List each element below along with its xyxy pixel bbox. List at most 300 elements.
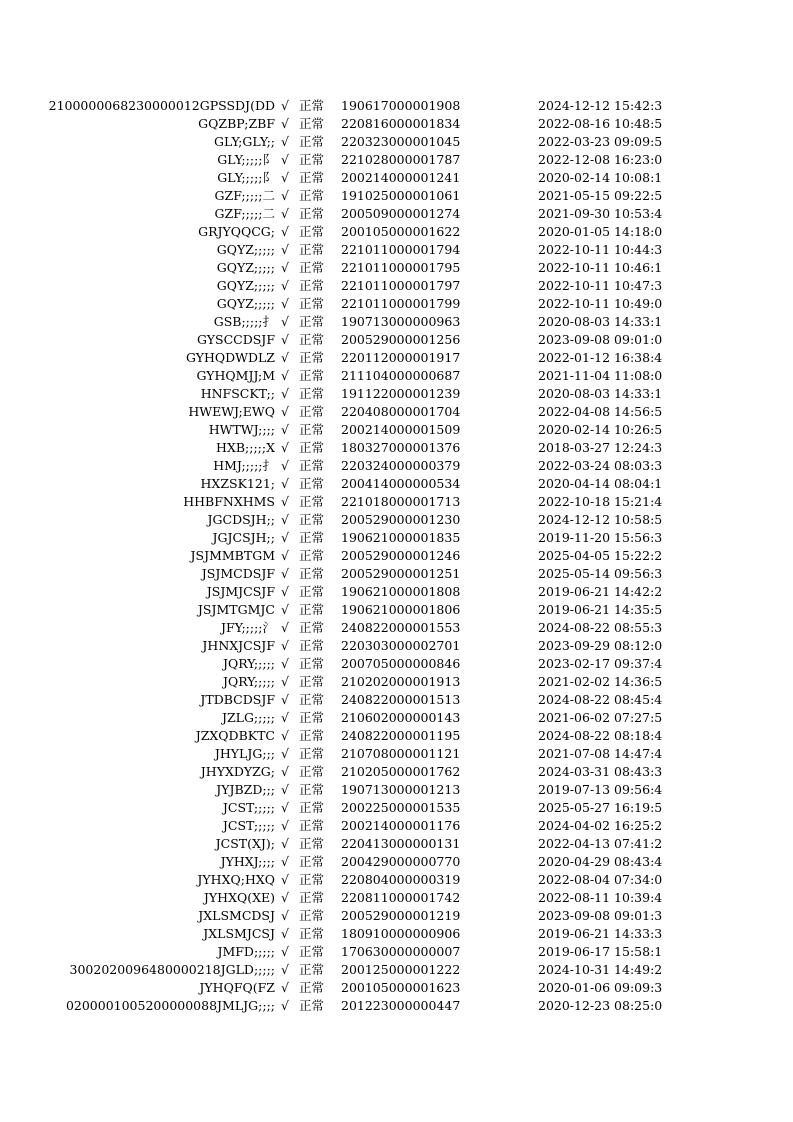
table-row	[0, 493, 793, 511]
timestamp-cell: 2024-03-31 08:43:3	[538, 764, 663, 779]
status-cell: 正常	[299, 764, 325, 779]
check-mark: √	[281, 566, 289, 581]
status-cell: 正常	[299, 980, 325, 995]
status-cell: 正常	[299, 854, 325, 869]
check-mark: √	[281, 314, 289, 329]
table-row	[0, 115, 793, 133]
status-cell: 正常	[299, 494, 325, 509]
timestamp-cell: 2022-10-11 10:44:3	[538, 242, 663, 257]
check-mark: √	[281, 116, 289, 131]
check-mark: √	[281, 296, 289, 311]
item-code-cell: HWTWJ;;;;	[208, 422, 275, 437]
table-row	[0, 367, 793, 385]
record-id-cell: 220811000001742	[341, 890, 461, 905]
timestamp-cell: 2020-08-03 14:33:1	[538, 314, 663, 329]
check-mark: √	[281, 656, 289, 671]
check-mark: √	[281, 512, 289, 527]
status-cell: 正常	[299, 512, 325, 527]
status-cell: 正常	[299, 926, 325, 941]
record-id-cell: 220324000000379	[341, 458, 461, 473]
record-id-cell: 200509000001274	[341, 206, 461, 221]
check-mark: √	[281, 908, 289, 923]
item-code-cell: JZLG;;;;;	[221, 710, 275, 725]
record-id-cell: 221011000001795	[341, 260, 461, 275]
check-mark: √	[281, 332, 289, 347]
status-cell: 正常	[299, 440, 325, 455]
status-cell: 正常	[299, 404, 325, 419]
status-cell: 正常	[299, 134, 325, 149]
table-row	[0, 223, 793, 241]
item-code-cell: JYHXQ;HXQ	[197, 872, 275, 887]
check-mark: √	[281, 368, 289, 383]
timestamp-cell: 2024-08-22 08:45:4	[538, 692, 663, 707]
status-cell: 正常	[299, 890, 325, 905]
table-row	[0, 727, 793, 745]
timestamp-cell: 2023-02-17 09:37:4	[538, 656, 663, 671]
status-cell: 正常	[299, 800, 325, 815]
table-row	[0, 241, 793, 259]
check-mark: √	[281, 998, 289, 1013]
timestamp-cell: 2020-01-05 14:18:0	[538, 224, 663, 239]
timestamp-cell: 2021-11-04 11:08:0	[538, 368, 663, 383]
check-mark: √	[281, 980, 289, 995]
item-code-cell: GSB;;;;;扌	[213, 314, 275, 329]
check-mark: √	[281, 152, 289, 167]
table-row	[0, 475, 793, 493]
check-mark: √	[281, 206, 289, 221]
item-code-cell: JHNXJCSJF	[202, 638, 275, 653]
timestamp-cell: 2024-10-31 14:49:2	[538, 962, 663, 977]
status-cell: 正常	[299, 548, 325, 563]
timestamp-cell: 2021-06-02 07:27:5	[538, 710, 663, 725]
record-id-cell: 200105000001623	[341, 980, 461, 995]
check-mark: √	[281, 530, 289, 545]
status-cell: 正常	[299, 566, 325, 581]
status-cell: 正常	[299, 746, 325, 761]
table-row	[0, 601, 793, 619]
timestamp-cell: 2022-03-23 09:09:5	[538, 134, 663, 149]
table-row	[0, 187, 793, 205]
record-id-cell: 200529000001219	[341, 908, 461, 923]
record-id-cell: 200414000000534	[341, 476, 461, 491]
status-cell: 正常	[299, 530, 325, 545]
timestamp-cell: 2019-06-17 15:58:1	[538, 944, 663, 959]
table-row	[0, 907, 793, 925]
table-row	[0, 871, 793, 889]
table-row	[0, 673, 793, 691]
timestamp-cell: 2025-04-05 15:22:2	[538, 548, 663, 563]
table-row	[0, 313, 793, 331]
table-row	[0, 331, 793, 349]
timestamp-cell: 2022-03-24 08:03:3	[538, 458, 663, 473]
status-cell: 正常	[299, 584, 325, 599]
record-id-cell: 200529000001251	[341, 566, 461, 581]
table-row	[0, 169, 793, 187]
item-code-cell: JSJMCDSJF	[201, 566, 275, 581]
table-row	[0, 925, 793, 943]
status-cell: 正常	[299, 224, 325, 239]
table-row	[0, 763, 793, 781]
record-id-cell: 220303000002701	[341, 638, 461, 653]
table-row	[0, 655, 793, 673]
status-cell: 正常	[299, 422, 325, 437]
check-mark: √	[281, 278, 289, 293]
check-mark: √	[281, 188, 289, 203]
status-cell: 正常	[299, 782, 325, 797]
timestamp-cell: 2021-05-15 09:22:5	[538, 188, 663, 203]
item-code-cell: GLY;;;;;阝	[217, 170, 275, 185]
item-code-cell: GLY;GLY;;	[213, 134, 275, 149]
item-code-cell: 2100000068230000012GPSSDJ(DD	[48, 98, 275, 113]
timestamp-cell: 2022-08-16 10:48:5	[538, 116, 663, 131]
item-code-cell: JYJBZD;;;	[216, 782, 275, 797]
item-code-cell: JZXQDBKTC	[195, 728, 275, 743]
item-code-cell: JCST(XJ);	[215, 836, 275, 851]
record-id-cell: 210602000000143	[341, 710, 461, 725]
table-row	[0, 817, 793, 835]
item-code-cell: JXLSMJCSJ	[203, 926, 275, 941]
table-row	[0, 277, 793, 295]
table-row	[0, 529, 793, 547]
record-id-cell: 190617000001908	[341, 98, 461, 113]
timestamp-cell: 2018-03-27 12:24:3	[538, 440, 663, 455]
status-cell: 正常	[299, 116, 325, 131]
item-code-cell: JYHXJ;;;;	[220, 854, 275, 869]
check-mark: √	[281, 962, 289, 977]
record-id-cell: 180910000000906	[341, 926, 461, 941]
check-mark: √	[281, 638, 289, 653]
check-mark: √	[281, 170, 289, 185]
table-row	[0, 997, 793, 1015]
status-cell: 正常	[299, 314, 325, 329]
check-mark: √	[281, 440, 289, 455]
item-code-cell: JXLSMCDSJ	[198, 908, 275, 923]
table-row	[0, 853, 793, 871]
check-mark: √	[281, 782, 289, 797]
item-code-cell: JTDBCDSJF	[200, 692, 275, 707]
table-row	[0, 133, 793, 151]
table-row	[0, 403, 793, 421]
timestamp-cell: 2020-08-03 14:33:1	[538, 386, 663, 401]
timestamp-cell: 2020-02-14 10:26:5	[538, 422, 663, 437]
check-mark: √	[281, 890, 289, 905]
record-id-cell: 220816000001834	[341, 116, 461, 131]
timestamp-cell: 2020-12-23 08:25:0	[538, 998, 663, 1013]
timestamp-cell: 2020-04-29 08:43:4	[538, 854, 663, 869]
status-cell: 正常	[299, 260, 325, 275]
timestamp-cell: 2024-12-12 10:58:5	[538, 512, 663, 527]
record-id-cell: 211104000000687	[341, 368, 461, 383]
item-code-cell: GQYZ;;;;;	[216, 296, 275, 311]
table-row	[0, 565, 793, 583]
item-code-cell: JGJCSJH;;	[212, 530, 275, 545]
timestamp-cell: 2020-02-14 10:08:1	[538, 170, 663, 185]
status-cell: 正常	[299, 872, 325, 887]
status-cell: 正常	[299, 296, 325, 311]
status-cell: 正常	[299, 638, 325, 653]
record-id-cell: 200125000001222	[341, 962, 461, 977]
item-code-cell: GYSCCDSJF	[197, 332, 275, 347]
item-code-cell: JSJMJCSJF	[206, 584, 275, 599]
item-code-cell: GQYZ;;;;;	[216, 242, 275, 257]
record-id-cell: 220804000000319	[341, 872, 461, 887]
record-id-cell: 240822000001195	[341, 728, 461, 743]
item-code-cell: GLY;;;;;阝	[217, 152, 275, 167]
status-cell: 正常	[299, 278, 325, 293]
record-id-cell: 200705000000846	[341, 656, 461, 671]
table-row	[0, 961, 793, 979]
check-mark: √	[281, 674, 289, 689]
item-code-cell: JQRY;;;;;	[222, 656, 275, 671]
table-row	[0, 295, 793, 313]
status-cell: 正常	[299, 188, 325, 203]
check-mark: √	[281, 944, 289, 959]
status-cell: 正常	[299, 602, 325, 617]
record-id-cell: 220112000001917	[341, 350, 461, 365]
table-row	[0, 205, 793, 223]
table-row	[0, 511, 793, 529]
status-cell: 正常	[299, 962, 325, 977]
check-mark: √	[281, 494, 289, 509]
record-id-cell: 200529000001230	[341, 512, 461, 527]
check-mark: √	[281, 764, 289, 779]
item-code-cell: GQYZ;;;;;	[216, 278, 275, 293]
table-row	[0, 349, 793, 367]
table-row	[0, 385, 793, 403]
record-id-cell: 191122000001239	[341, 386, 461, 401]
check-mark: √	[281, 872, 289, 887]
check-mark: √	[281, 854, 289, 869]
check-mark: √	[281, 134, 289, 149]
timestamp-cell: 2024-08-22 08:55:3	[538, 620, 663, 635]
status-cell: 正常	[299, 206, 325, 221]
item-code-cell: JCST;;;;;	[222, 800, 275, 815]
check-mark: √	[281, 404, 289, 419]
item-code-cell: HMJ;;;;;扌	[213, 458, 275, 473]
record-id-cell: 221011000001799	[341, 296, 461, 311]
record-id-cell: 221028000001787	[341, 152, 461, 167]
table-row	[0, 943, 793, 961]
table-row	[0, 799, 793, 817]
status-cell: 正常	[299, 692, 325, 707]
item-code-cell: JSJMMBTGM	[190, 548, 275, 563]
timestamp-cell: 2022-10-11 10:46:1	[538, 260, 663, 275]
record-id-cell: 220408000001704	[341, 404, 461, 419]
timestamp-cell: 2020-04-14 08:04:1	[538, 476, 663, 491]
status-cell: 正常	[299, 836, 325, 851]
item-code-cell: JHYLJG;;;	[214, 746, 275, 761]
status-cell: 正常	[299, 152, 325, 167]
timestamp-cell: 2021-02-02 14:36:5	[538, 674, 663, 689]
timestamp-cell: 2023-09-29 08:12:0	[538, 638, 663, 653]
item-code-cell: HHBFNXHMS	[183, 494, 275, 509]
table-row	[0, 421, 793, 439]
status-cell: 正常	[299, 332, 325, 347]
table-row	[0, 259, 793, 277]
check-mark: √	[281, 620, 289, 635]
table-row	[0, 619, 793, 637]
status-cell: 正常	[299, 368, 325, 383]
check-mark: √	[281, 224, 289, 239]
record-id-cell: 220413000000131	[341, 836, 461, 851]
status-cell: 正常	[299, 908, 325, 923]
record-id-cell: 210202000001913	[341, 674, 461, 689]
record-id-cell: 201223000000447	[341, 998, 461, 1013]
timestamp-cell: 2019-07-13 09:56:4	[538, 782, 663, 797]
item-code-cell: 3002020096480000218JGLD;;;;;	[69, 962, 275, 977]
item-code-cell: HWEWJ;EWQ	[188, 404, 275, 419]
check-mark: √	[281, 746, 289, 761]
item-code-cell: GQZBP;ZBF	[198, 116, 275, 131]
status-cell: 正常	[299, 674, 325, 689]
check-mark: √	[281, 800, 289, 815]
timestamp-cell: 2022-04-08 14:56:5	[538, 404, 663, 419]
check-mark: √	[281, 710, 289, 725]
table-row	[0, 439, 793, 457]
item-code-cell: GZF;;;;;二	[214, 206, 275, 221]
record-id-cell: 190713000001213	[341, 782, 461, 797]
table-row	[0, 691, 793, 709]
record-id-cell: 191025000001061	[341, 188, 461, 203]
item-code-cell: JGCDSJH;;	[207, 512, 275, 527]
record-id-cell: 210708000001121	[341, 746, 461, 761]
timestamp-cell: 2019-06-21 14:35:5	[538, 602, 663, 617]
timestamp-cell: 2020-01-06 09:09:3	[538, 980, 663, 995]
check-mark: √	[281, 476, 289, 491]
table-row	[0, 745, 793, 763]
timestamp-cell: 2023-09-08 09:01:0	[538, 332, 663, 347]
timestamp-cell: 2023-09-08 09:01:3	[538, 908, 663, 923]
check-mark: √	[281, 458, 289, 473]
item-code-cell: HXZSK121;	[200, 476, 275, 491]
status-cell: 正常	[299, 242, 325, 257]
record-id-cell: 180327000001376	[341, 440, 461, 455]
table-row	[0, 979, 793, 997]
status-cell: 正常	[299, 818, 325, 833]
table-row	[0, 457, 793, 475]
record-id-cell: 200225000001535	[341, 800, 461, 815]
check-mark: √	[281, 602, 289, 617]
timestamp-cell: 2024-08-22 08:18:4	[538, 728, 663, 743]
status-cell: 正常	[299, 350, 325, 365]
table-row	[0, 97, 793, 115]
timestamp-cell: 2022-04-13 07:41:2	[538, 836, 663, 851]
record-id-cell: 221011000001797	[341, 278, 461, 293]
item-code-cell: GYHQMJJ;M	[196, 368, 275, 383]
record-id-cell: 200214000001241	[341, 170, 461, 185]
item-code-cell: GYHQDWDLZ	[185, 350, 275, 365]
check-mark: √	[281, 260, 289, 275]
check-mark: √	[281, 242, 289, 257]
timestamp-cell: 2021-07-08 14:47:4	[538, 746, 663, 761]
check-mark: √	[281, 422, 289, 437]
check-mark: √	[281, 350, 289, 365]
status-cell: 正常	[299, 728, 325, 743]
item-code-cell: JSJMTGMJC	[197, 602, 275, 617]
check-mark: √	[281, 584, 289, 599]
record-id-cell: 220323000001045	[341, 134, 461, 149]
record-id-cell: 170630000000007	[341, 944, 461, 959]
item-code-cell: GZF;;;;;二	[214, 188, 275, 203]
check-mark: √	[281, 692, 289, 707]
item-code-cell: JFY;;;;;氵	[221, 620, 275, 635]
status-cell: 正常	[299, 656, 325, 671]
timestamp-cell: 2022-10-18 15:21:4	[538, 494, 663, 509]
check-mark: √	[281, 728, 289, 743]
check-mark: √	[281, 818, 289, 833]
timestamp-cell: 2022-08-11 10:39:4	[538, 890, 663, 905]
table-row	[0, 583, 793, 601]
status-cell: 正常	[299, 710, 325, 725]
table-row	[0, 709, 793, 727]
status-cell: 正常	[299, 476, 325, 491]
check-mark: √	[281, 926, 289, 941]
table-row	[0, 547, 793, 565]
item-code-cell: GQYZ;;;;;	[216, 260, 275, 275]
item-code-cell: JHYXDYZG;	[200, 764, 275, 779]
record-id-cell: 200105000001622	[341, 224, 461, 239]
timestamp-cell: 2022-10-11 10:49:0	[538, 296, 663, 311]
status-cell: 正常	[299, 944, 325, 959]
spreadsheet-table	[0, 97, 793, 1015]
timestamp-cell: 2025-05-14 09:56:3	[538, 566, 663, 581]
record-id-cell: 200214000001509	[341, 422, 461, 437]
record-id-cell: 221011000001794	[341, 242, 461, 257]
check-mark: √	[281, 836, 289, 851]
check-mark: √	[281, 548, 289, 563]
record-id-cell: 190621000001808	[341, 584, 461, 599]
timestamp-cell: 2019-11-20 15:56:3	[538, 530, 663, 545]
record-id-cell: 200429000000770	[341, 854, 461, 869]
item-code-cell: JMFD;;;;;	[217, 944, 275, 959]
timestamp-cell: 2024-04-02 16:25:2	[538, 818, 663, 833]
record-id-cell: 200529000001256	[341, 332, 461, 347]
item-code-cell: JQRY;;;;;	[222, 674, 275, 689]
timestamp-cell: 2025-05-27 16:19:5	[538, 800, 663, 815]
check-mark: √	[281, 98, 289, 113]
status-cell: 正常	[299, 620, 325, 635]
item-code-cell: HXB;;;;;X	[216, 440, 275, 455]
timestamp-cell: 2022-12-08 16:23:0	[538, 152, 663, 167]
record-id-cell: 200529000001246	[341, 548, 461, 563]
timestamp-cell: 2022-08-04 07:34:0	[538, 872, 663, 887]
record-id-cell: 240822000001553	[341, 620, 461, 635]
timestamp-cell: 2022-01-12 16:38:4	[538, 350, 663, 365]
item-code-cell: JCST;;;;;	[222, 818, 275, 833]
status-cell: 正常	[299, 998, 325, 1013]
status-cell: 正常	[299, 170, 325, 185]
record-id-cell: 190621000001835	[341, 530, 461, 545]
item-code-cell: JYHQFQ(FZ	[199, 980, 275, 995]
status-cell: 正常	[299, 98, 325, 113]
table-row	[0, 637, 793, 655]
item-code-cell: 0200001005200000088JMLJG;;;;	[65, 998, 275, 1013]
check-mark: √	[281, 386, 289, 401]
record-id-cell: 190621000001806	[341, 602, 461, 617]
timestamp-cell: 2024-12-12 15:42:3	[538, 98, 663, 113]
record-id-cell: 210205000001762	[341, 764, 461, 779]
table-row	[0, 835, 793, 853]
record-id-cell: 221018000001713	[341, 494, 461, 509]
table-row	[0, 781, 793, 799]
table-row	[0, 151, 793, 169]
record-id-cell: 200214000001176	[341, 818, 461, 833]
record-id-cell: 240822000001513	[341, 692, 461, 707]
timestamp-cell: 2019-06-21 14:33:3	[538, 926, 663, 941]
item-code-cell: HNFSCKT;;	[200, 386, 275, 401]
timestamp-cell: 2021-09-30 10:53:4	[538, 206, 663, 221]
status-cell: 正常	[299, 458, 325, 473]
